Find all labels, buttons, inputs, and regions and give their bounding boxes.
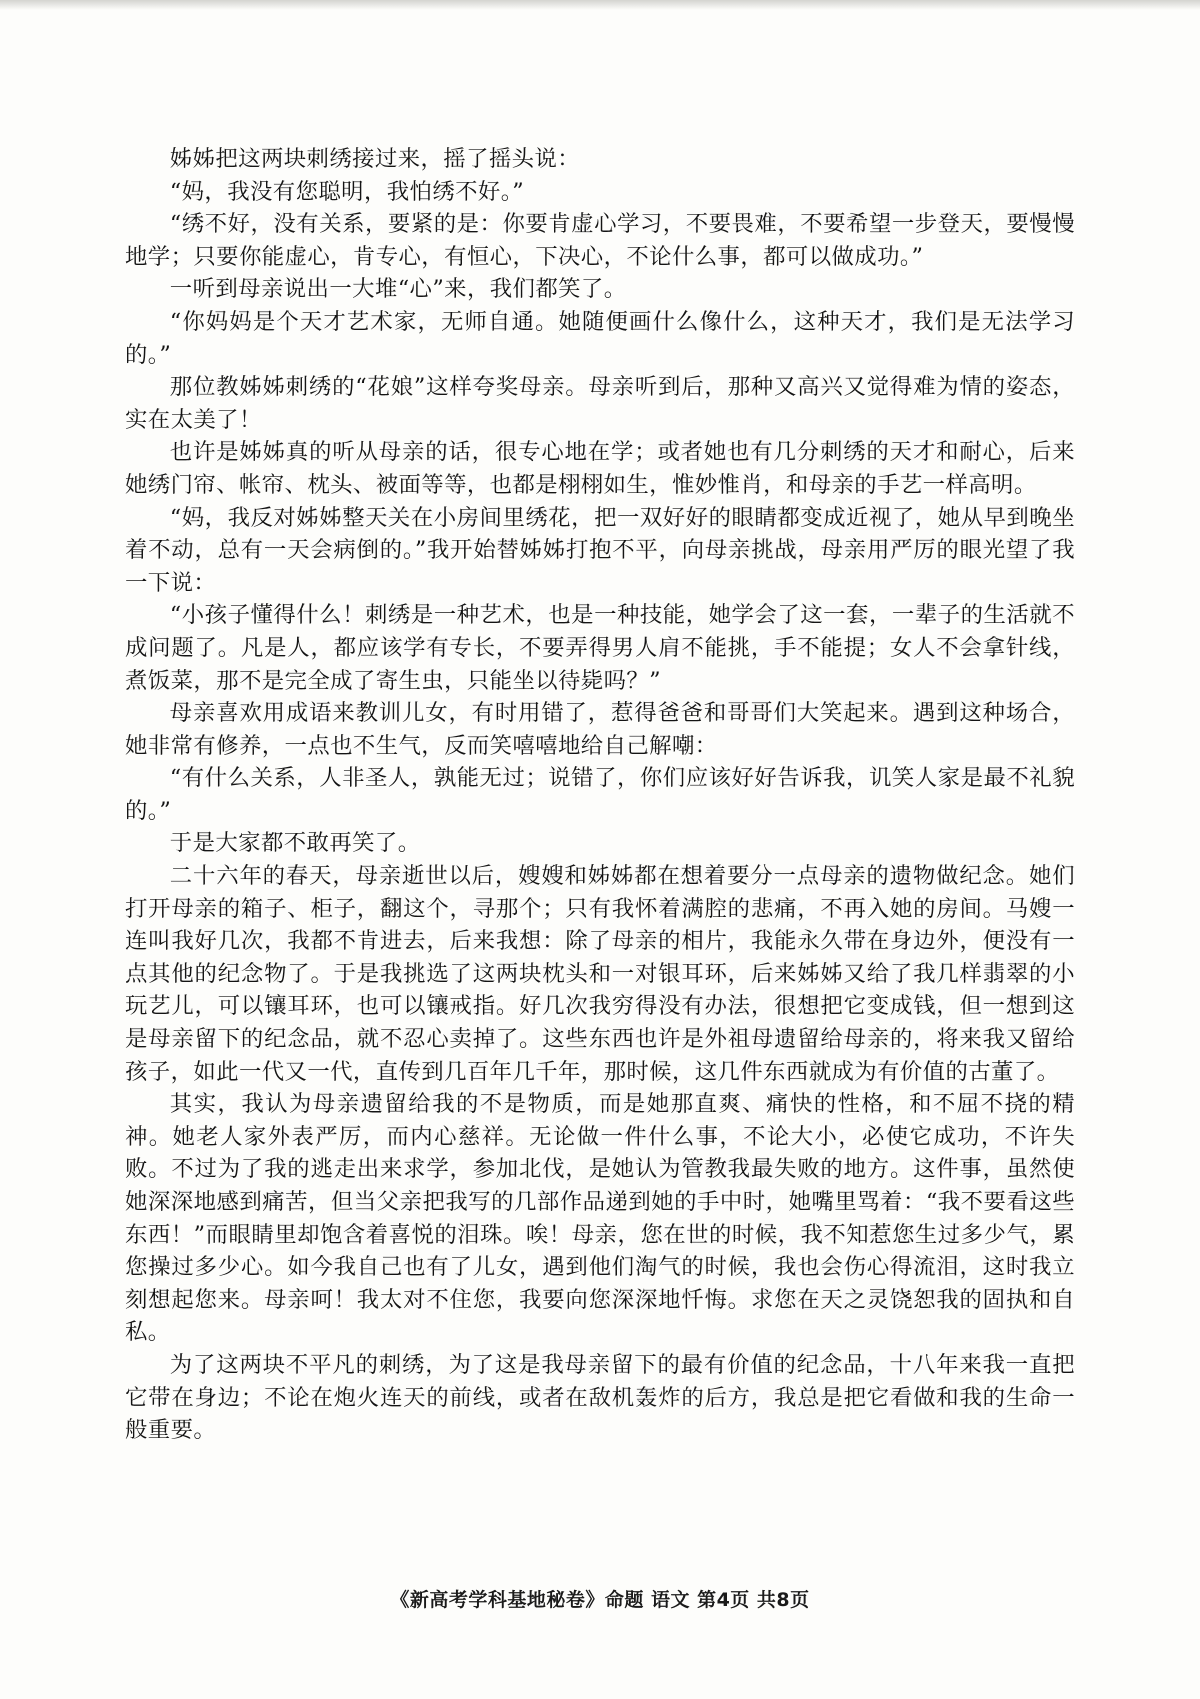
paragraph: 母亲喜欢用成语来教训儿女，有时用错了，惹得爸爸和哥哥们大笑起来。遇到这种场合，她非常有修养，一点也不生气，反而笑嘻嘻地给自己解嘲： bbox=[125, 700, 1075, 759]
paragraph: “妈，我反对姊姊整天关在小房间里绣花，把一双好好的眼睛都变成近视了，她从早到晚坐着不动，总有一天会病倒的。”我开始替姊姊打抱不平，向母亲挑战，母亲用严厉的眼光望了我一下说： bbox=[125, 504, 1075, 596]
paragraph: “小孩子懂得什么！刺绣是一种艺术，也是一种技能，她学会了这一套，一辈子的生活就不成问题了。凡是人，都应该学有专长，不要弄得男人肩不能挑，手不能提；女人不会拿针线，煮饭菜，那不是完全成了寄生虫，只能坐以待毙吗？” bbox=[125, 602, 1075, 694]
paragraph: 二十六年的春天，母亲逝世以后，嫂嫂和姊姊都在想着要分一点母亲的遗物做纪念。她们打开母亲的箱子、柜子，翻这个，寻那个；只有我怀着满腔的悲痛，不再入她的房间。马嫂一连叫我好几次，我都不肯进去，后来我想：除了母亲的相片，我能永久带在身边外，便没有一点其他的纪念物了。于是我挑选了这两块枕头和一对银耳环，后来姊姊又给了我几样翡翠的小玩艺儿，可以镶耳环，也可以镶戒指。好几次我穷得没有办法，很想把它变成钱，但一想到这是母亲留下的纪念品，就不忍心卖掉了。这些东西也许是外祖母遗留给母亲的，将来我又留给孩子，如此一代又一代，直传到几百年几千年，那时候，这几件东西就成为有价值的古董了。 bbox=[125, 863, 1075, 1085]
paragraph: 为了这两块不平凡的刺绣，为了这是我母亲留下的最有价值的纪念品，十八年来我一直把它带在身边；不论在炮火连天的前线，或者在敌机轰炸的后方，我总是把它看做和我的生命一般重要。 bbox=[125, 1351, 1075, 1444]
paragraph: 其实，我认为母亲遗留给我的不是物质，而是她那直爽、痛快的性格，和不屈不挠的精神。她老人家外表严厉，而内心慈祥。无论做一件什么事，不论大小，必使它成功，不许失败。不过为了我的逃走出来求学，参加北伐，是她认为管教我最失败的地方。这件事，虽然使她深深地感到痛苦，但当父亲把我写的几部作品递到她的手中时，她嘴里骂着：“我不要看这些东西！”而眼睛里却饱含着喜悦的泪珠。唉！母亲，您在世的时候，我不知惹您生过多少气，累您操过多少心。如今我自己也有了儿女，遇到他们淘气的时候，我也会伤心得流泪，这时我立刻想起您来。母亲呵！我太对不住您，我要向您深深地忏悔。求您在天之灵饶恕我的固执和自私。 bbox=[125, 1091, 1075, 1346]
article-body bbox=[125, 143, 1075, 1447]
paragraph: 那位教姊姊刺绣的“花娘”这样夸奖母亲。母亲听到后，那种又高兴又觉得难为情的姿态，实在太美了！ bbox=[125, 374, 1075, 433]
paragraph: “有什么关系，人非圣人，孰能无过；说错了，你们应该好好告诉我，讥笑人家是最不礼貌的。” bbox=[125, 765, 1075, 824]
paragraph: 一听到母亲说出一大堆“心”来，我们都笑了。 bbox=[169, 276, 627, 303]
paragraph: “你妈妈是个天才艺术家，无师自通。她随便画什么像什么，这种天才，我们是无法学习的。” bbox=[125, 308, 1075, 368]
paragraph: 于是大家都不敢再笑了。 bbox=[169, 830, 421, 857]
page-footer: 《新高考学科基地秘卷》命题 语文 第4页 共8页 bbox=[390, 1589, 810, 1611]
paragraph: “妈，我没有您聪明，我怕绣不好。” bbox=[169, 178, 525, 205]
paragraph: 姊姊把这两块刺绣接过来，摇了摇头说： bbox=[169, 146, 581, 172]
scan-edge bbox=[0, 0, 1200, 10]
paragraph: “绣不好，没有关系，要紧的是：你要肯虚心学习，不要畏难，不要希望一步登天，要慢慢地学；只要你能虚心，肯专心，有恒心，下决心，不论什么事，都可以做成功。” bbox=[125, 211, 1075, 270]
paragraph: 也许是姊姊真的听从母亲的话，很专心地在学；或者她也有几分刺绣的天才和耐心，后来她绣门帘、帐帘、枕头、被面等等，也都是栩栩如生，惟妙惟肖，和母亲的手艺一样高明。 bbox=[125, 439, 1075, 498]
